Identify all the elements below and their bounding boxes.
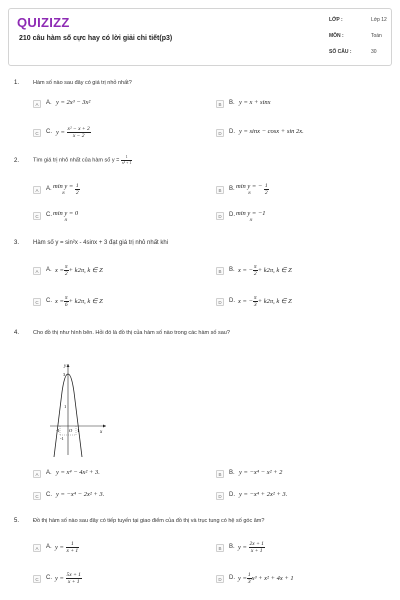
option-box[interactable]: D [216, 298, 224, 306]
question-2-number: 2. [14, 158, 20, 164]
option-box[interactable]: D [216, 492, 224, 500]
q4-option-d[interactable]: D D. y = −x⁴ + 2x² + 3. [216, 490, 386, 504]
option-box[interactable]: C [33, 298, 41, 306]
q5-option-d[interactable]: D D. y = $\frac{1}{3}$ x³ + x² + 4x + 1 [216, 571, 391, 591]
tick-label: -1 [60, 436, 64, 441]
y-axis-label: y [64, 364, 67, 369]
subject-value: Toán [371, 33, 382, 39]
q2-option-a[interactable]: A A. min y = ℝ $\frac{1}{2}$ [33, 182, 203, 202]
q5-option-b[interactable]: B B. y = $\frac{2x + 1}{x + 1}$ [216, 540, 386, 560]
q2-option-c[interactable]: C C. min y = 0 ℝ [33, 210, 203, 226]
tick-label: 3 [63, 372, 66, 377]
option-box[interactable]: B [216, 470, 224, 478]
document-title: 210 câu hàm số cực hay có lời giải chi tiết(p3) [19, 35, 173, 42]
question-2-text: Tìm giá trị nhỏ nhất của hàm số y = $\frac{1}{\text{x² + 1}}$ [33, 154, 132, 165]
option-box[interactable]: D [216, 129, 224, 137]
q4-option-c[interactable]: C C. y = −x⁴ − 2x² + 3. [33, 490, 203, 504]
option-box[interactable]: A [33, 100, 41, 108]
option-box[interactable]: C [33, 575, 41, 583]
option-box[interactable]: D [216, 212, 224, 220]
count-label: SỐ CÂU : [329, 49, 352, 55]
q5-option-a[interactable]: A A. y = $\frac{1}{x + 1}$ [33, 540, 203, 560]
option-box[interactable]: B [216, 186, 224, 194]
q4-option-a[interactable]: A A. y = x⁴ − 4x² + 3. [33, 468, 203, 482]
subject-label: MÔN : [329, 33, 344, 39]
option-box[interactable]: A [33, 267, 41, 275]
q1-option-d[interactable]: D D. y = sinx − cosx + sin 2x. [216, 127, 386, 141]
origin-label: O [69, 428, 73, 433]
question-5-text: Đồ thị hàm số nào sau đây có tiếp tuyến tại giao điểm của đồ thị và trục tung có hệ số góc âm? [33, 518, 265, 524]
x-axis-label: x [100, 430, 103, 435]
q5-option-c[interactable]: C C. y = $\frac{5x + 1}{x + 1}$ [33, 571, 203, 591]
q1-option-c[interactable]: C C. y = $\frac{\text{x² − x + 2}}{x - 2}$ [33, 124, 203, 144]
option-box[interactable]: B [216, 100, 224, 108]
option-box[interactable]: B [216, 544, 224, 552]
question-1-text: Hàm số nào sau đây có giá trị nhỏ nhất? [33, 80, 132, 86]
class-value: Lớp 12 [371, 17, 387, 23]
tick-label: -1 [56, 428, 60, 433]
question-1-number: 1. [14, 80, 20, 86]
q4-option-b[interactable]: B B. y = −x⁴ − x² + 2 [216, 468, 386, 482]
q3-option-d[interactable]: D D. x = − $\frac{\pi}{3}$ + k2π, k ∈ Z [216, 294, 386, 314]
q3-option-a[interactable]: A A. x = $\frac{\pi}{2}$ + k2π, k ∈ Z [33, 263, 203, 283]
q1-option-b[interactable]: B B. y = x + sinx [216, 98, 386, 112]
quizizz-logo: QUIZIZZ [17, 15, 70, 30]
question-3-text: Hàm số y = sin²x - 4sinx + 3 đạt giá trị nhỏ nhất khi [33, 240, 169, 246]
q2-option-b[interactable]: B B. min y = − ℝ $\frac{1}{2}$ [216, 182, 386, 202]
option-box[interactable]: C [33, 129, 41, 137]
tick-label: 1 [64, 404, 67, 409]
document-header [8, 8, 392, 66]
question-5-number: 5. [14, 518, 20, 524]
option-box[interactable]: A [33, 186, 41, 194]
option-box[interactable]: B [216, 267, 224, 275]
q2-option-d[interactable]: D D. min y = −1 ℝ [216, 210, 386, 226]
question-4-number: 4. [14, 330, 20, 336]
q1-option-a[interactable]: A A. y = 2x³ − 3x² [33, 98, 203, 112]
q3-option-b[interactable]: B B. x = − $\frac{\pi}{2}$ + k2π, k ∈ Z [216, 263, 386, 283]
function-graph [48, 362, 108, 457]
option-box[interactable]: D [216, 575, 224, 583]
question-3-number: 3. [14, 240, 20, 246]
class-label: LỚP : [329, 17, 343, 23]
count-value: 30 [371, 49, 377, 55]
q3-option-c[interactable]: C C. x = $\frac{\pi}{6}$ + k2π, k ∈ Z [33, 294, 203, 314]
option-box[interactable]: A [33, 470, 41, 478]
question-4-text: Cho đồ thị như hình bên. Hỏi đó là đồ thị của hàm số nào trong các hàm số sau? [33, 330, 230, 336]
option-box[interactable]: C [33, 492, 41, 500]
option-box[interactable]: C [33, 212, 41, 220]
tick-label: 1 [77, 428, 80, 433]
option-box[interactable]: A [33, 544, 41, 552]
